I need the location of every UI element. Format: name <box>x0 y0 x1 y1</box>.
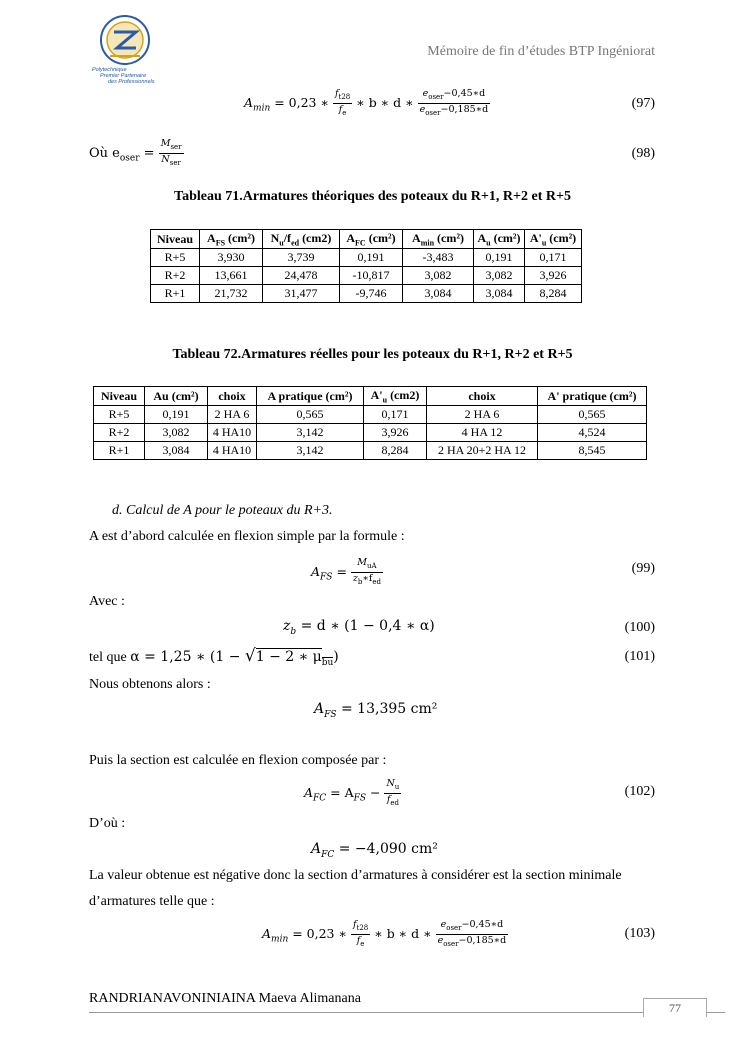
equation-98: Où $e_{oser}$ = $\frac{M_{ser}}{N_{ser}}$ <box>89 138 182 167</box>
column-header: $A'_u$ (cm2) <box>364 387 427 406</box>
equation-number: (102) <box>624 784 655 799</box>
equation-99: $A_{FS}$ = $\frac{M_{uA}}{z_b∗f_{ed}}$ <box>311 557 382 586</box>
column-header: A' pratique (cm²) <box>538 387 647 406</box>
table-row: R+1 21,732 31,477 -9,746 3,084 3,084 8,284 <box>151 285 582 303</box>
paragraph: Avec : <box>89 594 125 609</box>
equation-number: (98) <box>631 146 655 161</box>
footer-author: RANDRIANAVONINIAINA Maeva Alimanana <box>89 991 361 1006</box>
logo-text-line: Polytechnique <box>92 67 127 73</box>
result-afs: $A_{FS} = 13,395$ cm² <box>314 701 438 720</box>
column-header: Niveau <box>94 387 145 406</box>
column-header: $A_{min}$ (cm²) <box>403 230 474 249</box>
footer-divider <box>89 1012 657 1013</box>
column-header: Au (cm²) <box>145 387 208 406</box>
logo-text-line: Premier Partenaire <box>100 73 147 79</box>
paragraph: d’armatures telle que : <box>89 894 215 909</box>
column-header: choix <box>427 387 538 406</box>
section-heading: d. Calcul de A pour le poteaux du R+3. <box>112 503 333 518</box>
equation-number: (97) <box>631 96 655 111</box>
column-header: $A_{FC}$ (cm²) <box>340 230 403 249</box>
equation-103: $A_{min} = 0,23$ ∗ $\frac{f_{t28}}{f_e}$ ∗ b ∗ d ∗ $\frac{e_{oser}-0,45∗d}{e_{oser}-0,185∗d}$ <box>262 919 507 948</box>
paragraph: A est d’abord calculée en flexion simple par la formule : <box>89 529 405 544</box>
header-title: Mémoire de fin d’études BTP Ingéniorat <box>427 44 655 59</box>
equation-100: $z_b = d$ ∗ (1 − 0,4 ∗ α) <box>283 618 435 637</box>
equation-number: (99) <box>631 561 655 576</box>
table-row: R+2 3,082 4 HA10 3,142 3,926 4 HA 12 4,524 <box>94 424 647 442</box>
logo-text-line: des Professionnels <box>108 79 155 85</box>
column-header: $N_u/f_{ed}$ (cm2) <box>263 230 340 249</box>
equation-97: $A_{min} = 0,23$ ∗ $\frac{f_{t28}}{f_e}$ ∗ b ∗ d ∗ $\frac{e_{oser}-0,45∗d}{e_{oser}-0,185∗d}$ <box>244 88 489 117</box>
column-header: $A'_u$ (cm²) <box>525 230 582 249</box>
table-71 <box>150 229 582 303</box>
equation-number: (100) <box>624 620 655 635</box>
table-72 <box>93 386 647 460</box>
equation-102: $A_{FC} = A_{FS}$ − $\frac{N_u}{f_{ed}}$ <box>304 778 400 807</box>
column-header: $A_{FS}$ (cm²) <box>200 230 263 249</box>
paragraph: D’où : <box>89 816 126 831</box>
column-header: Niveau <box>151 230 200 249</box>
page-number: 77 <box>643 998 707 1017</box>
table-row: R+5 0,191 2 HA 6 0,565 0,171 2 HA 6 0,565 <box>94 406 647 424</box>
table-caption: Tableau 71.Armatures théoriques des poteaux du R+1, R+2 et R+5 <box>174 189 571 204</box>
table-row: R+1 3,084 4 HA10 3,142 8,284 2 HA 20+2 HA 12 8,545 <box>94 442 647 460</box>
equation-number: (101) <box>624 649 655 664</box>
result-afc: $A_{FC} = -4,090$ cm² <box>311 841 438 860</box>
equation-number: (103) <box>624 926 655 941</box>
column-header: $A_u$ (cm²) <box>474 230 525 249</box>
paragraph: Puis la section est calculée en flexion composée par : <box>89 753 387 768</box>
paragraph: La valeur obtenue est négative donc la section d’armatures à considérer est la section minimale <box>89 868 622 883</box>
school-logo <box>90 14 160 89</box>
table-caption: Tableau 72.Armatures réelles pour les poteaux du R+1, R+2 et R+5 <box>172 347 573 362</box>
footer-divider <box>705 1012 725 1013</box>
table-row: R+5 3,930 3,739 0,191 -3,483 0,191 0,171 <box>151 249 582 267</box>
column-header: choix <box>208 387 257 406</box>
equation-101: tel que α = 1,25 ∗ (1 − √1 − 2 ∗ $\mu_{bu}$) <box>89 646 339 668</box>
paragraph: Nous obtenons alors : <box>89 677 211 692</box>
column-header: A pratique (cm²) <box>257 387 364 406</box>
table-row: R+2 13,661 24,478 -10,817 3,082 3,082 3,926 <box>151 267 582 285</box>
